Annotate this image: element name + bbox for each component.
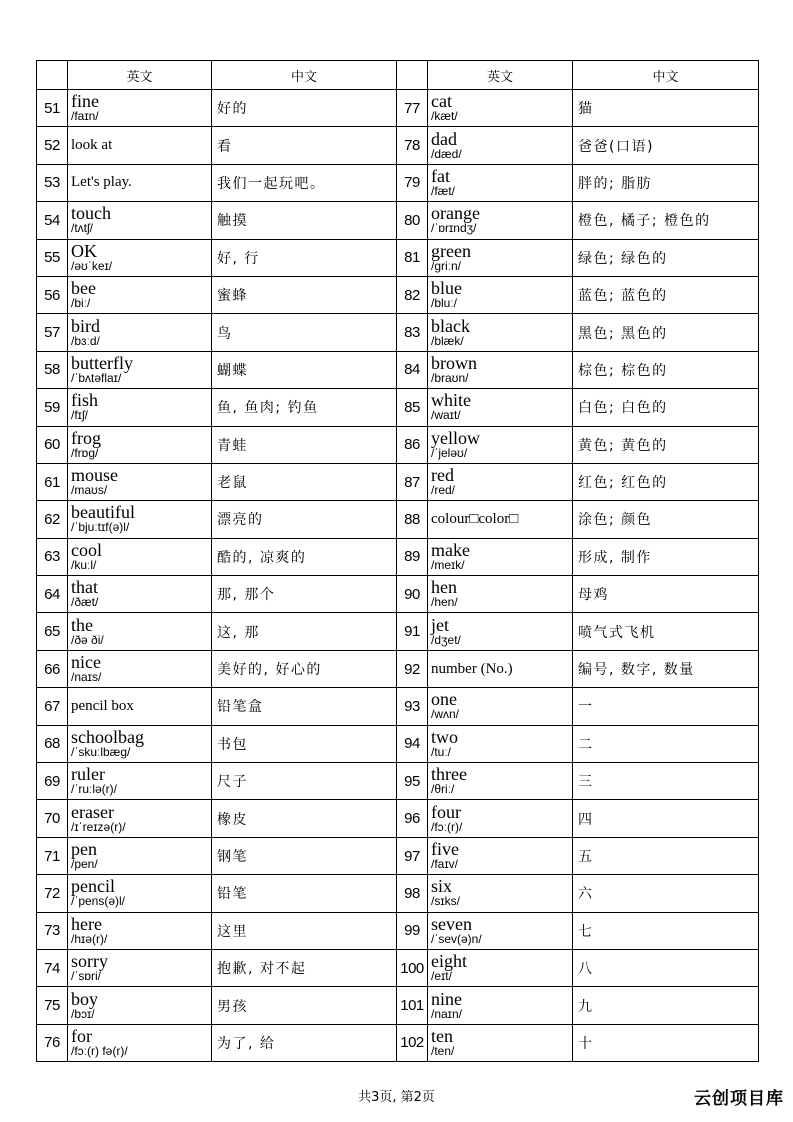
table-row [37, 987, 759, 1024]
table-row [37, 164, 759, 201]
table-row [37, 90, 759, 127]
entry-number: 100 [397, 949, 428, 986]
phonetic-transcription: /red/ [431, 483, 456, 498]
entry-number: 66 [37, 650, 68, 687]
phonetic-transcription: /ɡriːn/ [431, 258, 462, 273]
chinese-meaning: 看 [212, 127, 397, 164]
entry-number: 67 [37, 688, 68, 725]
chinese-meaning: 好, 行 [212, 239, 397, 276]
english-word: jet [431, 614, 449, 635]
english-cell [68, 276, 212, 313]
english-cell [428, 538, 573, 575]
table-row [37, 875, 759, 912]
english-cell [428, 987, 573, 1024]
phonetic-transcription: /kuːl/ [71, 557, 97, 572]
english-cell [68, 127, 212, 164]
phonetic-transcription: /ten/ [431, 1043, 455, 1058]
phonetic-transcription: /ðə ði/ [71, 632, 104, 647]
chinese-meaning: 胖的; 脂肪 [573, 164, 759, 201]
english-cell [428, 90, 573, 127]
chinese-meaning: 一 [573, 688, 759, 725]
english-word: mouse [71, 465, 118, 486]
english-word: one [431, 689, 457, 710]
entry-number: 95 [397, 763, 428, 800]
entry-number: 98 [397, 875, 428, 912]
entry-number: 70 [37, 800, 68, 837]
english-word: orange [431, 203, 480, 224]
chinese-meaning: 喷气式飞机 [573, 613, 759, 650]
chinese-meaning: 蜜蜂 [212, 276, 397, 313]
english-cell [68, 800, 212, 837]
entry-number: 71 [37, 837, 68, 874]
chinese-meaning: 铅笔 [212, 875, 397, 912]
english-word: fat [431, 165, 450, 186]
phonetic-transcription: /blæk/ [431, 333, 464, 348]
entry-number: 65 [37, 613, 68, 650]
entry-number: 85 [397, 389, 428, 426]
english-cell [68, 501, 212, 538]
phonetic-transcription: /eɪt/ [431, 969, 452, 984]
vocabulary-table [36, 60, 759, 1062]
english-word: cat [431, 91, 452, 112]
english-word: yellow [431, 427, 480, 448]
entry-number: 102 [397, 1024, 428, 1061]
phonetic-transcription: /bɜːd/ [71, 333, 100, 348]
english-word: hen [431, 577, 457, 598]
english-word: seven [431, 913, 472, 934]
english-cell [428, 127, 573, 164]
table-body [37, 90, 759, 1062]
phonetic-transcription: /bluː/ [431, 296, 458, 311]
entry-number: 64 [37, 576, 68, 613]
english-cell [68, 164, 212, 201]
entry-number: 96 [397, 800, 428, 837]
chinese-meaning: 五 [573, 837, 759, 874]
english-word: the [71, 614, 93, 635]
phonetic-transcription: /braʊn/ [431, 370, 469, 385]
english-cell [428, 725, 573, 762]
english-cell [68, 875, 212, 912]
english-cell [68, 912, 212, 949]
chinese-meaning: 鱼, 鱼肉; 钓鱼 [212, 389, 397, 426]
table-row [37, 949, 759, 986]
phonetic-transcription: /kæt/ [431, 109, 458, 124]
entry-number: 68 [37, 725, 68, 762]
chinese-meaning: 好的 [212, 90, 397, 127]
entry-number: 101 [397, 987, 428, 1024]
chinese-meaning: 形成, 制作 [573, 538, 759, 575]
phonetic-transcription: /əʊˈkeɪ/ [71, 258, 113, 273]
entry-number: 92 [397, 650, 428, 687]
phonetic-transcription: /dʒet/ [431, 632, 461, 647]
chinese-meaning: 白色; 白色的 [573, 389, 759, 426]
phonetic-transcription: /pen/ [71, 857, 98, 871]
english-cell [428, 650, 573, 687]
chinese-meaning: 男孩 [212, 987, 397, 1024]
entry-number: 59 [37, 389, 68, 426]
english-cell [428, 949, 573, 986]
entry-number: 86 [397, 426, 428, 463]
chinese-meaning: 八 [573, 949, 759, 986]
table-row [37, 314, 759, 351]
phonetic-transcription: /fɔː(r)/ [431, 819, 463, 834]
english-cell [68, 650, 212, 687]
english-cell [68, 389, 212, 426]
english-word: pencil [71, 876, 115, 897]
table-row [37, 837, 759, 874]
phonetic-transcription: /ˈbʌtəflaɪ/ [71, 370, 122, 385]
chinese-meaning: 尺子 [212, 763, 397, 800]
table-row [37, 688, 759, 725]
table-row [37, 351, 759, 388]
entry-number: 88 [397, 501, 428, 538]
chinese-meaning: 抱歉, 对不起 [212, 949, 397, 986]
english-word: five [431, 839, 459, 859]
english-cell [428, 202, 573, 239]
entry-number: 99 [397, 912, 428, 949]
chinese-meaning: 美好的, 好心的 [212, 650, 397, 687]
english-word: touch [71, 203, 111, 224]
english-cell [428, 164, 573, 201]
chinese-meaning: 编号, 数字, 数量 [573, 650, 759, 687]
english-word: eight [431, 951, 467, 972]
phonetic-transcription: /ˈjeləʊ/ [431, 445, 468, 460]
table-row [37, 725, 759, 762]
english-word: for [71, 1025, 92, 1046]
english-cell [68, 538, 212, 575]
english-word: brown [431, 352, 477, 373]
chinese-meaning: 二 [573, 725, 759, 762]
entry-number: 91 [397, 613, 428, 650]
chinese-meaning: 钢笔 [212, 837, 397, 874]
english-word: green [431, 240, 471, 261]
entry-number: 97 [397, 837, 428, 874]
entry-number: 56 [37, 276, 68, 313]
chinese-meaning: 鸟 [212, 314, 397, 351]
english-cell [428, 763, 573, 800]
phonetic-transcription: /ˈsev(ə)n/ [431, 931, 482, 946]
phonetic-transcription: /ˈɒrɪndʒ/ [431, 221, 477, 236]
english-cell [68, 239, 212, 276]
phonetic-transcription: /ðæt/ [71, 595, 99, 610]
english-word: cool [71, 539, 102, 560]
english-cell [428, 800, 573, 837]
english-cell [428, 875, 573, 912]
entry-number: 93 [397, 688, 428, 725]
table-row [37, 576, 759, 613]
entry-number: 90 [397, 576, 428, 613]
table-row [37, 426, 759, 463]
english-cell [68, 987, 212, 1024]
phonetic-transcription: /waɪt/ [431, 408, 461, 423]
table-row [37, 613, 759, 650]
phonetic-transcription: /ˈskuːlbæɡ/ [71, 744, 131, 759]
english-cell [428, 463, 573, 500]
english-word: frog [71, 427, 101, 448]
phonetic-transcription: /ˈruːlə(r)/ [71, 782, 117, 797]
entry-number: 75 [37, 987, 68, 1024]
entry-number: 82 [397, 276, 428, 313]
table-row [37, 276, 759, 313]
chinese-meaning: 黑色; 黑色的 [573, 314, 759, 351]
english-word: three [431, 764, 467, 785]
phonetic-transcription: /fɪʃ/ [71, 408, 88, 423]
english-word: here [71, 913, 102, 934]
entry-number: 83 [397, 314, 428, 351]
entry-number: 87 [397, 463, 428, 500]
phonetic-transcription: /ˈsɒri/ [71, 969, 101, 984]
phonetic-transcription: /fæt/ [431, 183, 456, 198]
english-word: boy [71, 988, 98, 1009]
chinese-meaning: 棕色; 棕色的 [573, 351, 759, 388]
english-word: ruler [71, 764, 105, 785]
english-cell [68, 426, 212, 463]
english-word: schoolbag [71, 726, 144, 747]
entry-number: 89 [397, 538, 428, 575]
entry-number: 78 [397, 127, 428, 164]
entry-number: 73 [37, 912, 68, 949]
english-cell [68, 351, 212, 388]
header-number-left [37, 61, 68, 90]
chinese-meaning: 这, 那 [212, 613, 397, 650]
english-cell [68, 613, 212, 650]
entry-number: 58 [37, 351, 68, 388]
entry-number: 52 [37, 127, 68, 164]
table-row [37, 763, 759, 800]
english-word: four [431, 801, 461, 822]
entry-number: 63 [37, 538, 68, 575]
entry-number: 69 [37, 763, 68, 800]
english-word: black [431, 315, 470, 336]
header-chinese-right: 中文 [573, 61, 759, 90]
english-cell [68, 463, 212, 500]
entry-number: 53 [37, 164, 68, 201]
chinese-meaning: 红色; 红色的 [573, 463, 759, 500]
chinese-meaning: 书包 [212, 725, 397, 762]
entry-number: 54 [37, 202, 68, 239]
english-cell [428, 426, 573, 463]
phonetic-transcription: /meɪk/ [431, 557, 465, 572]
chinese-meaning: 漂亮的 [212, 501, 397, 538]
page-number: 共3页, 第2页 [358, 1090, 435, 1105]
english-word: make [431, 539, 470, 560]
chinese-meaning: 黄色; 黄色的 [573, 426, 759, 463]
english-word: OK [71, 240, 97, 261]
english-word: colour□color□ [431, 510, 519, 527]
phonetic-transcription: /frɒɡ/ [71, 445, 99, 460]
chinese-meaning: 橡皮 [212, 800, 397, 837]
english-word: pen [71, 839, 97, 859]
english-word: sorry [71, 951, 108, 972]
chinese-meaning: 我们一起玩吧。 [212, 164, 397, 201]
table-row [37, 202, 759, 239]
entry-number: 79 [397, 164, 428, 201]
entry-number: 84 [397, 351, 428, 388]
english-cell [428, 389, 573, 426]
entry-number: 81 [397, 239, 428, 276]
english-word: fish [71, 390, 98, 411]
chinese-meaning: 这里 [212, 912, 397, 949]
english-word: blue [431, 278, 462, 299]
chinese-meaning: 触摸 [212, 202, 397, 239]
phonetic-transcription: /θriː/ [431, 782, 455, 797]
brand-watermark: 云创项目库 [694, 1089, 784, 1109]
english-cell [68, 576, 212, 613]
english-word: butterfly [71, 352, 133, 373]
english-cell [428, 314, 573, 351]
chinese-meaning: 九 [573, 987, 759, 1024]
english-word: two [431, 726, 458, 747]
english-cell [428, 351, 573, 388]
chinese-meaning: 酷的, 凉爽的 [212, 538, 397, 575]
english-word: fine [71, 91, 99, 112]
english-cell [428, 276, 573, 313]
table-row [37, 239, 759, 276]
phonetic-transcription: /hen/ [431, 595, 458, 610]
english-cell [68, 1024, 212, 1061]
table-row [37, 912, 759, 949]
english-cell [428, 501, 573, 538]
phonetic-transcription: /sɪks/ [431, 894, 460, 909]
chinese-meaning: 十 [573, 1024, 759, 1061]
phonetic-transcription: /dæd/ [431, 146, 462, 161]
phonetic-transcription: /fɔː(r) fə(r)/ [71, 1043, 128, 1058]
entry-number: 62 [37, 501, 68, 538]
phonetic-transcription: /biː/ [71, 296, 91, 311]
entry-number: 74 [37, 949, 68, 986]
phonetic-transcription: /tuː/ [431, 744, 452, 759]
english-word: that [71, 577, 98, 598]
chinese-meaning: 七 [573, 912, 759, 949]
english-cell [68, 725, 212, 762]
english-cell [428, 613, 573, 650]
english-cell [68, 90, 212, 127]
entry-number: 72 [37, 875, 68, 912]
table-row [37, 650, 759, 687]
table-row [37, 389, 759, 426]
english-cell [68, 688, 212, 725]
table-row [37, 800, 759, 837]
english-word: look at [71, 137, 113, 154]
phonetic-transcription: /naɪs/ [71, 670, 102, 685]
english-cell [68, 837, 212, 874]
chinese-meaning: 爸爸(口语) [573, 127, 759, 164]
phonetic-transcription: /ˈbjuːtɪf(ə)l/ [71, 520, 130, 535]
chinese-meaning: 三 [573, 763, 759, 800]
header-english-right: 英文 [428, 61, 573, 90]
english-word: nice [71, 652, 101, 673]
table-header-row [37, 61, 759, 90]
chinese-meaning: 橙色, 橘子; 橙色的 [573, 202, 759, 239]
phonetic-transcription: /wʌn/ [431, 707, 460, 722]
english-cell [428, 837, 573, 874]
header-number-right [397, 61, 428, 90]
phonetic-transcription: /maʊs/ [71, 483, 108, 498]
english-cell [68, 314, 212, 351]
english-word: nine [431, 988, 462, 1009]
table-row [37, 538, 759, 575]
chinese-meaning: 为了, 给 [212, 1024, 397, 1061]
chinese-meaning: 铅笔盒 [212, 688, 397, 725]
english-word: six [431, 876, 453, 897]
table-row [37, 463, 759, 500]
english-word: Let's play. [71, 174, 132, 191]
chinese-meaning: 涂色; 颜色 [573, 501, 759, 538]
table-row [37, 127, 759, 164]
english-cell [428, 239, 573, 276]
chinese-meaning: 绿色; 绿色的 [573, 239, 759, 276]
phonetic-transcription: /bɔɪ/ [71, 1006, 95, 1021]
entry-number: 61 [37, 463, 68, 500]
english-word: bird [71, 315, 100, 336]
chinese-meaning: 老鼠 [212, 463, 397, 500]
english-word: bee [71, 278, 96, 299]
chinese-meaning: 蓝色; 蓝色的 [573, 276, 759, 313]
entry-number: 60 [37, 426, 68, 463]
english-word: pencil box [71, 697, 134, 714]
entry-number: 55 [37, 239, 68, 276]
entry-number: 80 [397, 202, 428, 239]
chinese-meaning: 母鸡 [573, 576, 759, 613]
english-word: white [431, 390, 471, 411]
phonetic-transcription: /faɪv/ [431, 857, 458, 871]
english-cell [68, 949, 212, 986]
header-chinese-left: 中文 [212, 61, 397, 90]
english-cell [428, 688, 573, 725]
english-word: ten [431, 1025, 453, 1046]
entry-number: 77 [397, 90, 428, 127]
header-english-left: 英文 [68, 61, 212, 90]
phonetic-transcription: /ɪˈreɪzə(r)/ [71, 819, 126, 834]
phonetic-transcription: /faɪn/ [71, 109, 99, 124]
phonetic-transcription: /tʌtʃ/ [71, 221, 94, 236]
chinese-meaning: 那, 那个 [212, 576, 397, 613]
phonetic-transcription: /naɪn/ [431, 1006, 462, 1021]
english-cell [428, 1024, 573, 1061]
english-word: eraser [71, 801, 114, 822]
english-cell [68, 763, 212, 800]
english-word: red [431, 465, 454, 486]
chinese-meaning: 四 [573, 800, 759, 837]
english-cell [68, 202, 212, 239]
table-row [37, 501, 759, 538]
chinese-meaning: 青蛙 [212, 426, 397, 463]
phonetic-transcription: /ˈpens(ə)l/ [71, 894, 126, 909]
entry-number: 51 [37, 90, 68, 127]
phonetic-transcription: /hɪə(r)/ [71, 931, 108, 946]
chinese-meaning: 蝴蝶 [212, 351, 397, 388]
entry-number: 94 [397, 725, 428, 762]
chinese-meaning: 猫 [573, 90, 759, 127]
entry-number: 76 [37, 1024, 68, 1061]
english-word: dad [431, 128, 457, 149]
chinese-meaning: 六 [573, 875, 759, 912]
english-cell [428, 576, 573, 613]
table-row [37, 1024, 759, 1061]
english-word: number (No.) [431, 660, 513, 677]
english-word: beautiful [71, 502, 135, 523]
entry-number: 57 [37, 314, 68, 351]
english-cell [428, 912, 573, 949]
